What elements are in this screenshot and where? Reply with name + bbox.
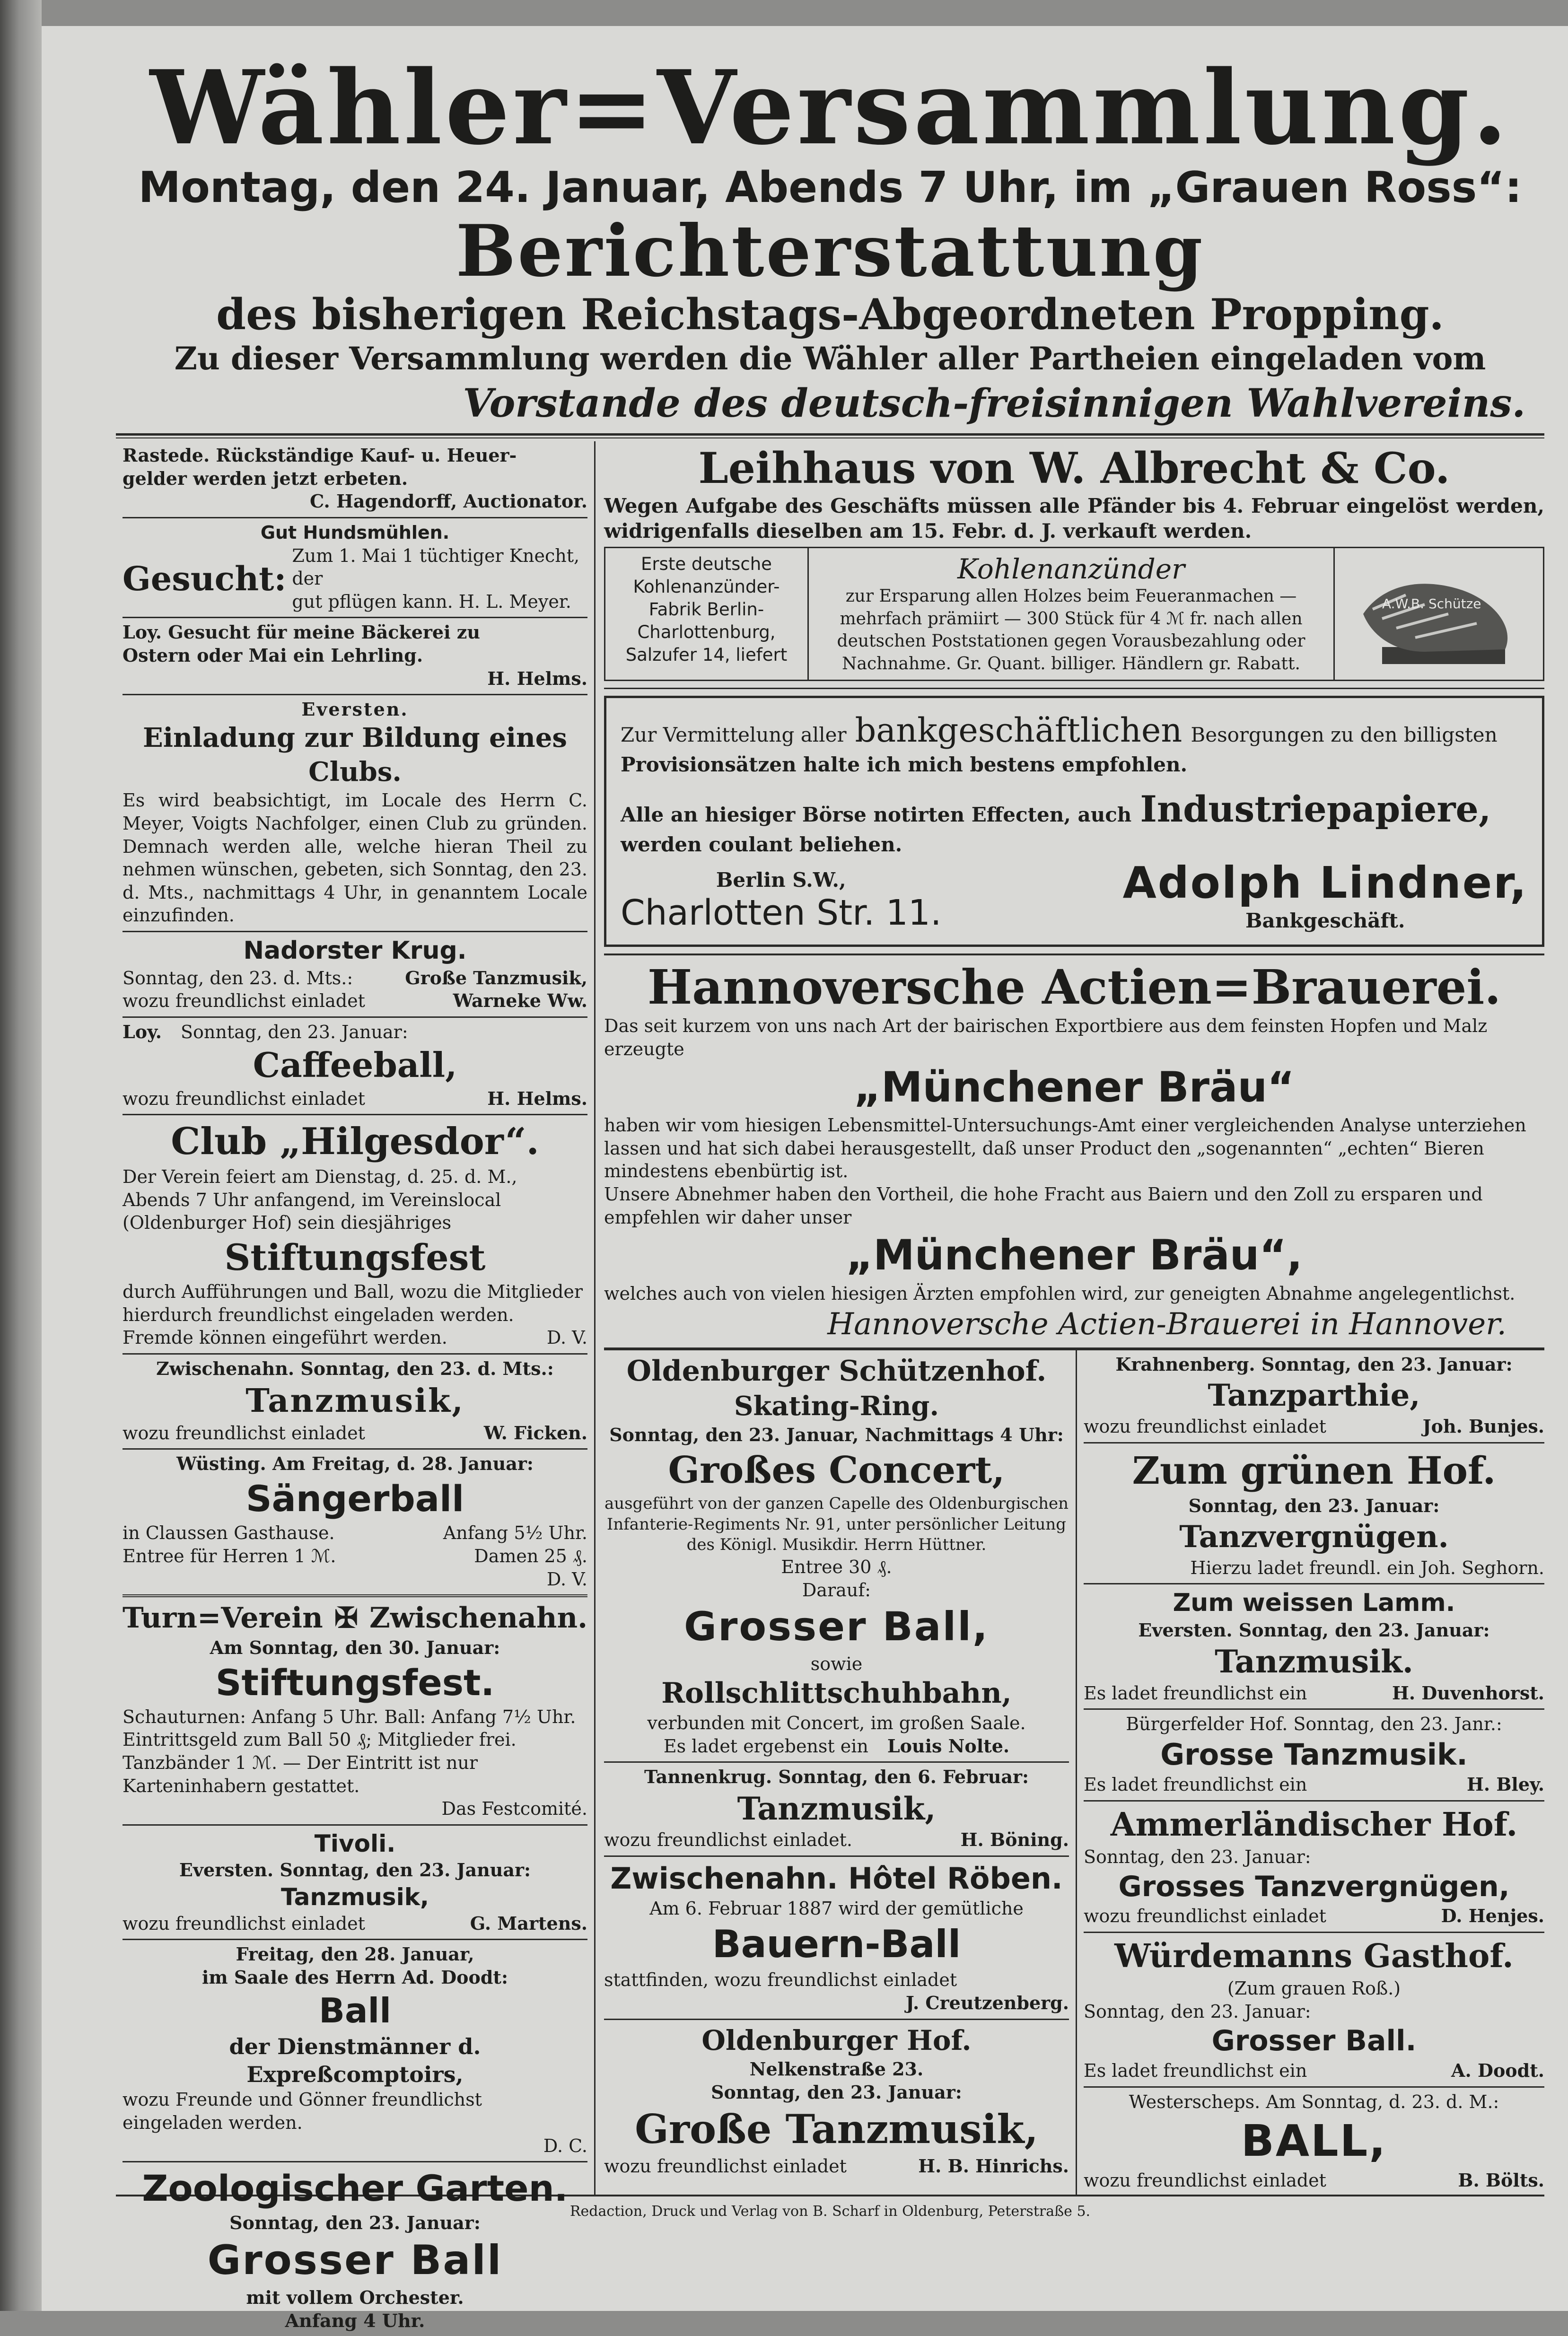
ad-text: Sonntag, den 23. Januar: [1083,2001,1311,2022]
ad-title: Skating-Ring. [734,1391,939,1422]
ad-title: Zum weissen Lamm. [1173,1589,1455,1618]
right-lower-split [604,1349,1544,2195]
ad-title: Stiftungsfest [224,1236,486,1278]
ad-text: haben wir vom hiesigen Lebensmittel-Untersuchungs-Amt einer vergleichenden Analyse unterziehen lassen und hat sich dabei herausgestellt, daß unser Product den „sogenannten“ „echten“ Bieren mindestens ebenbürtig ist. [604,1115,1526,1182]
ad-gruener-hof [1084,1444,1544,1585]
ad-text: Das seit kurzem von uns nach Art der bairischen Exportbiere aus dem feinsten Hopfen und Malz erzeugte [604,1015,1488,1059]
ad-loy-lehrling [123,618,587,695]
ad-heading: Gut Hundsmühlen. [260,522,450,543]
ad-tannenkrug [604,1763,1069,1857]
ad-title: Grosser Ball, [684,1603,989,1650]
ad-westerscheps [1084,2088,1544,2196]
ad-text: Freitag, den 28. Januar, [236,1943,474,1965]
ad-title: Caffeeball, [253,1045,457,1085]
ad-text: Am Sonntag, den 30. Januar: [210,1636,500,1658]
ad-title: Turn=Verein [123,1601,323,1635]
ad-hannoversche-brauerei [604,954,1544,1349]
ad-title: Tivoli. [314,1829,396,1857]
main-title: Wähler=Versammlung. [149,48,1511,167]
ad-text: Eintrittsgeld zum Ball 50 ₰; Mitglieder frei. Tanzbänder 1 ℳ. — Der Eintritt ist nur Karteninhabern gestattet. [123,1729,517,1796]
left-column [116,441,596,2331]
ad-title: Club „Hilgesdor“. [171,1120,539,1164]
ad-text: Sonntag, den 23. Januar: [229,2212,481,2233]
ad-wuerdemanns-gasthof [1084,1933,1544,2088]
ad-title: Grosser Ball [207,2237,503,2284]
ad-ammerlaendischer-hof [1084,1802,1544,1933]
ad-signature: D. V. [546,1327,587,1348]
ad-text: bankgeschäftlichen [855,711,1183,750]
ad-title: Adolph Lindner, [1122,857,1528,908]
ad-signature: Das Festcomité. [441,1798,587,1820]
ad-signature: Louis Nolte. [887,1735,1010,1757]
ad-text: Sonntag, den 23. Januar: [711,2081,962,2103]
ad-title: Große Tanzmusik, [635,2106,1038,2153]
ad-text: Zwischenahn. Sonntag, den 23. d. Mts.: [156,1358,554,1380]
logo-text: A.W.B. Schütze [1382,596,1481,612]
ad-text: wozu freundlichst einladet [123,990,365,1012]
ad-title: Würdemanns Gasthof. [1114,1937,1514,1976]
ad-title: Bauern-Ball [712,1922,961,1967]
ad-title: Rollschlittschuhbahn, [661,1677,1012,1710]
ad-text: Anfang 5½ Uhr. [443,1522,587,1544]
ad-text: Loy. [123,1021,162,1042]
ad-weisses-lamm [1084,1584,1544,1710]
ad-text: wozu freundlichst einladet [123,1422,365,1444]
ad-title: Ammerländischer Hof. [1110,1806,1518,1844]
ad-text: wozu freundlichst einladet. [604,1829,852,1851]
ad-title: BALL, [1241,2116,1387,2167]
ad-text: der Dienstmänner d. Expreßcomptoirs, [229,2033,481,2087]
ad-text: wozu Freunde und Gönner freundlichst eingeladen werden. [123,2089,482,2133]
ad-text: Es ladet freundlichst ein [1083,1682,1307,1704]
ad-title: Oldenburger Schützenhof. [626,1355,1047,1388]
ad-title: Großes Concert, [668,1448,1005,1492]
ad-signature: B. Bölts. [1458,2170,1544,2191]
meeting-date: Montag, den 24. Januar, Abends 7 Uhr, im „Grauen Ross“: [138,163,1522,213]
ad-title: Tanzmusik, [281,1883,429,1911]
ad-text: Sonntag, den 23. Januar: [1083,1846,1311,1868]
ad-text: Berlin S.W., [716,868,846,892]
newspaper-content [116,48,1544,2331]
ad-title: Grosses Tanzvergnügen, [1118,1870,1510,1903]
ad-text: Hierzu ladet freundl. ein Joh. Seghorn. [1190,1557,1544,1578]
ad-signature: W. Ficken. [483,1422,587,1444]
ad-text: werden coulant beliehen. [620,832,902,856]
ad-title: Einladung zur Bildung eines Clubs. [143,722,567,787]
ad-text: Bürgerfelder Hof. Sonntag, den 23. Janr.: [1126,1714,1502,1735]
ad-signature: D. C. [543,2135,587,2156]
ad-zoologischer-garten [123,2162,587,2336]
ad-club-hilgesdor [123,1115,587,1355]
ad-text: sowie [810,1653,863,1674]
ad-text: gelder werden jetzt erbeten. [123,467,408,489]
header-subline: des bisherigen Reichstags-Abgeordneten Propping. [216,289,1444,340]
ad-hotel-roeben [604,1857,1069,2020]
ad-oldenburger-hof [604,2020,1069,2182]
ad-title: Zoologischer Garten. [142,2167,568,2210]
ad-text: Ostern oder Mai ein Lehrling. [123,645,423,666]
ad-text: Bankgeschäft. [1245,909,1405,932]
ad-text: Unsere Abnehmer haben den Vortheil, die hohe Fracht aus Baiern und den Zoll zu ersparen und empfehlen wir daher unser [604,1184,1483,1228]
ad-text: Am 6. Februar 1887 wird der gemütliche [649,1898,1024,1919]
ad-text: mit vollem Orchester. [246,2287,464,2309]
ad-title: Gesucht: [123,559,287,598]
ad-title: „Münchener Bräu“ [854,1062,1295,1111]
ad-text: wozu freundlichst einladet [123,1088,365,1109]
ad-title: Zwischenahn. Hôtel Röben. [610,1861,1063,1896]
ad-title: Nadorster Krug. [243,936,467,965]
ad-title: Stiftungsfest. [215,1661,495,1704]
ad-text: Besorgungen zu den billigsten [1191,723,1498,747]
ad-text: Wüsting. Am Freitag, d. 28. Januar: [176,1453,534,1475]
ad-title: Tanzparthie, [1208,1378,1420,1414]
ad-text: in Claussen Gasthause. [123,1522,335,1544]
ad-title: Grosser Ball. [1211,2024,1417,2058]
ad-text: Es wird beabsichtigt, im Locale des Herrn C. Meyer, Voigts Nachfolger, einen Club zu gründen. Demnach werden alle, welche hieran Theil zu nehmen wünschen, gebeten, sich Sonntag, den 23. d. Mts., nachmittags 4 Uhr, in genanntem Locale einzufinden. [123,790,587,926]
ad-title: Tanzmusik, [737,1790,936,1827]
ad-text: wozu freundlichst einladet [1083,1416,1326,1437]
kohlenanzuender-box [604,547,1544,681]
ad-signature: Warneke Ww. [453,990,587,1012]
headline: Berichterstattung [456,209,1205,293]
ad-text: Rastede. Rückständige Kauf- u. Heuer- [123,445,517,466]
ad-text: Entree 30 ₰. [781,1556,892,1577]
ad-title: Tanzmusik. [1215,1643,1413,1680]
ad-nadorster-krug [123,932,587,1018]
ad-text: gut pflügen kann. H. L. Meyer. [292,591,571,612]
ad-text: Krahnenberg. Sonntag, den 23. Januar: [1115,1354,1513,1375]
ad-text: Sonntag, den 23. Januar, Nachmittags 4 Uhr: [609,1424,1064,1445]
ad-title: Hannoversche Actien=Brauerei. [647,959,1501,1015]
ad-text: wozu freundlichst einladet [1083,1906,1326,1927]
ad-text: wozu freundlichst einladet [604,2155,847,2177]
ad-signature: H. Bley. [1466,1774,1544,1795]
ad-buergerfelder-hof [1084,1710,1544,1802]
ad-krahnenberg [1084,1350,1544,1443]
header-invitation: Zu dieser Versammlung werden die Wähler aller Partheien eingeladen vom [174,340,1486,377]
imprint-footer: Redaction, Druck und Verlag von B. Scharf in Oldenburg, Peterstraße 5. [569,2203,1091,2220]
ad-text: Alle an hiesiger Börse notirten Effecten, auch [620,803,1132,826]
ad-text: Westerscheps. Am Sonntag, d. 23. d. M.: [1129,2091,1499,2112]
ad-text: Tannenkrug. Sonntag, den 6. Februar: [644,1766,1029,1788]
ad-signature: D. V. [546,1568,587,1590]
ad-signature: G. Martens. [470,1912,587,1934]
header-signature: Vorstande des deutsch-freisinnigen Wahlvereins. [463,380,1525,426]
turner-cross-icon: ✠ [334,1601,358,1635]
ad-signature: Joh. Bunjes. [1422,1415,1544,1437]
ad-text: Loy. Gesucht für meine Bäckerei zu [123,621,480,643]
ad-title: „Münchener Bräu“, [846,1231,1303,1280]
ad-text: Es ladet ergebenst ein [663,1735,868,1757]
ad-text: zur Ersparung allen Holzes beim Feueranmachen — mehrfach prämiirt — 300 Stück für 4 ℳ fr. nach allen deutschen Poststationen gegen Vorausbezahlung oder Nachnahme. Gr. Quant. billiger. Händlern gr. Rabatt. [837,586,1305,674]
ad-loy-caffeeball [123,1018,587,1115]
right-lower-left [604,1350,1077,2195]
ad-text: wozu freundlichst einladet [1083,2170,1326,2191]
hand-logo-icon [1354,557,1524,671]
ad-text: Wegen Aufgabe des Geschäfts müssen alle Pfänder bis 4. Februar eingelöst werden, widrigenfalls dieselben am 15. Febr. d. J. verkauft werden. [604,494,1544,543]
right-column [596,441,1544,2195]
ad-text: Es ladet freundlichst ein [1083,2060,1307,2082]
ad-text: Nelkenstraße 23. [749,2058,924,2080]
ad-title: Sängerball [245,1478,464,1520]
ad-text: stattfinden, wozu freundlichst einladet [604,1969,957,1991]
ad-zwischenahn-tanzmusik [123,1355,587,1450]
ad-text: Große Tanzmusik, [405,967,587,989]
ad-title: Tanzmusik, [245,1382,464,1420]
ad-text: Zum 1. Mai 1 tüchtiger Knecht, der [292,545,580,589]
ad-text: Sonntag, den 23. d. Mts.: [123,967,353,989]
ad-text: Damen 25 ₰. [474,1545,587,1566]
ad-signature: D. Henjes. [1441,1905,1544,1927]
header-notice [116,48,1544,429]
ad-text: Es ladet freundlichst ein [1083,1774,1307,1795]
ad-signature: H. Helms. [487,1087,587,1109]
ad-heading: Eversten. [301,699,409,720]
ad-signature: A. Doodt. [1451,2060,1544,2082]
ad-title: Tanzvergnügen. [1179,1519,1449,1555]
header-rule [116,433,1544,438]
ad-leihhaus [604,441,1544,689]
ad-text: Provisionsätzen halte ich mich bestens empfohlen. [620,752,1188,776]
ad-text: Der Verein feiert am Dienstag, d. 25. d. M., Abends 7 Uhr anfangend, im Vereinslocal (Oldenburger Hof) sein diesjähriges [123,1166,517,1234]
ad-rastede [123,441,587,518]
ad-text: wozu freundlichst einladet [123,1913,365,1934]
ad-title: Kohlenanzünder [957,553,1185,586]
ad-turnverein [123,1597,587,1826]
ad-text: Sonntag, den 23. Januar: [1188,1495,1440,1516]
ad-bank-lindner [604,696,1544,947]
ad-text: verbunden mit Concert, im großen Saale. [647,1713,1026,1734]
ad-title: Grosse Tanzmusik. [1160,1737,1468,1772]
ad-text: welches auch von vielen hiesigen Ärzten empfohlen wird, zur geneigten Abnahme angelegentlichst. [604,1283,1515,1304]
ad-title: Zum grünen Hof. [1132,1448,1496,1493]
ad-signature: H. Helms. [487,667,587,689]
right-lower-right [1077,1350,1544,2195]
ad-signature: H. B. Hinrichs. [918,2155,1069,2177]
ad-text: Anfang 4 Uhr. [285,2310,425,2331]
ad-text: durch Aufführungen und Ball, wozu die Mitglieder hierdurch freundlichst eingeladen werden. [123,1281,583,1325]
ad-text: Eversten. Sonntag, den 23. Januar: [179,1859,531,1881]
ad-wuesting [123,1450,587,1597]
ad-signature: H. Böning. [960,1829,1069,1851]
ad-text: Erste deutsche Kohlenanzünder-Fabrik Berlin-Charlottenburg, Salzufer 14, liefert [605,548,809,680]
ad-text: Sonntag, den 23. Januar: [181,1021,408,1042]
ad-clubs [123,695,587,932]
ad-text: Fremde können eingeführt werden. [123,1327,447,1348]
ad-gesucht [123,518,587,619]
ad-text: Darauf: [802,1579,871,1601]
ad-schuetzenhof [604,1350,1069,1763]
ad-title: Zwischenahn. [369,1601,587,1635]
ad-text: Industriepapiere, [1140,787,1491,830]
ad-signature: J. Creutzenberg. [905,1992,1069,2014]
ad-text: Zur Vermittelung aller [620,723,847,747]
ad-text: Entree für Herren 1 ℳ. [123,1545,336,1566]
ad-signature: H. Duvenhorst. [1392,1682,1544,1704]
ad-title: Leihhaus von W. Albrecht & Co. [698,443,1450,494]
ad-expresscomptoir [123,1940,587,2162]
ad-text: im Saale des Herrn Ad. Doodt: [201,1966,508,1988]
ad-title: Ball [319,1991,391,2031]
ad-text: Eversten. Sonntag, den 23. Januar: [1138,1619,1490,1641]
ad-signature: Hannoversche Actien-Brauerei in Hannover. [827,1306,1507,1342]
ad-text: ausgeführt von der ganzen Capelle des Oldenburgischen Infanterie-Regiments Nr. 91, unter persönlicher Leitung des Königl. Musikdir. Herrn Hüttner. [604,1494,1069,1555]
ad-title: Oldenburger Hof. [701,2024,972,2056]
ad-text: Charlotten Str. 11. [620,892,942,934]
ad-signature: C. Hagendorff, Auctionator. [309,490,587,512]
ad-text: (Zum grauen Roß.) [1227,1978,1401,1999]
ad-tivoli [123,1826,587,1940]
ad-text: Schauturnen: Anfang 5 Uhr. Ball: Anfang 7½ Uhr. [123,1706,576,1727]
binding-edge [0,0,42,2311]
